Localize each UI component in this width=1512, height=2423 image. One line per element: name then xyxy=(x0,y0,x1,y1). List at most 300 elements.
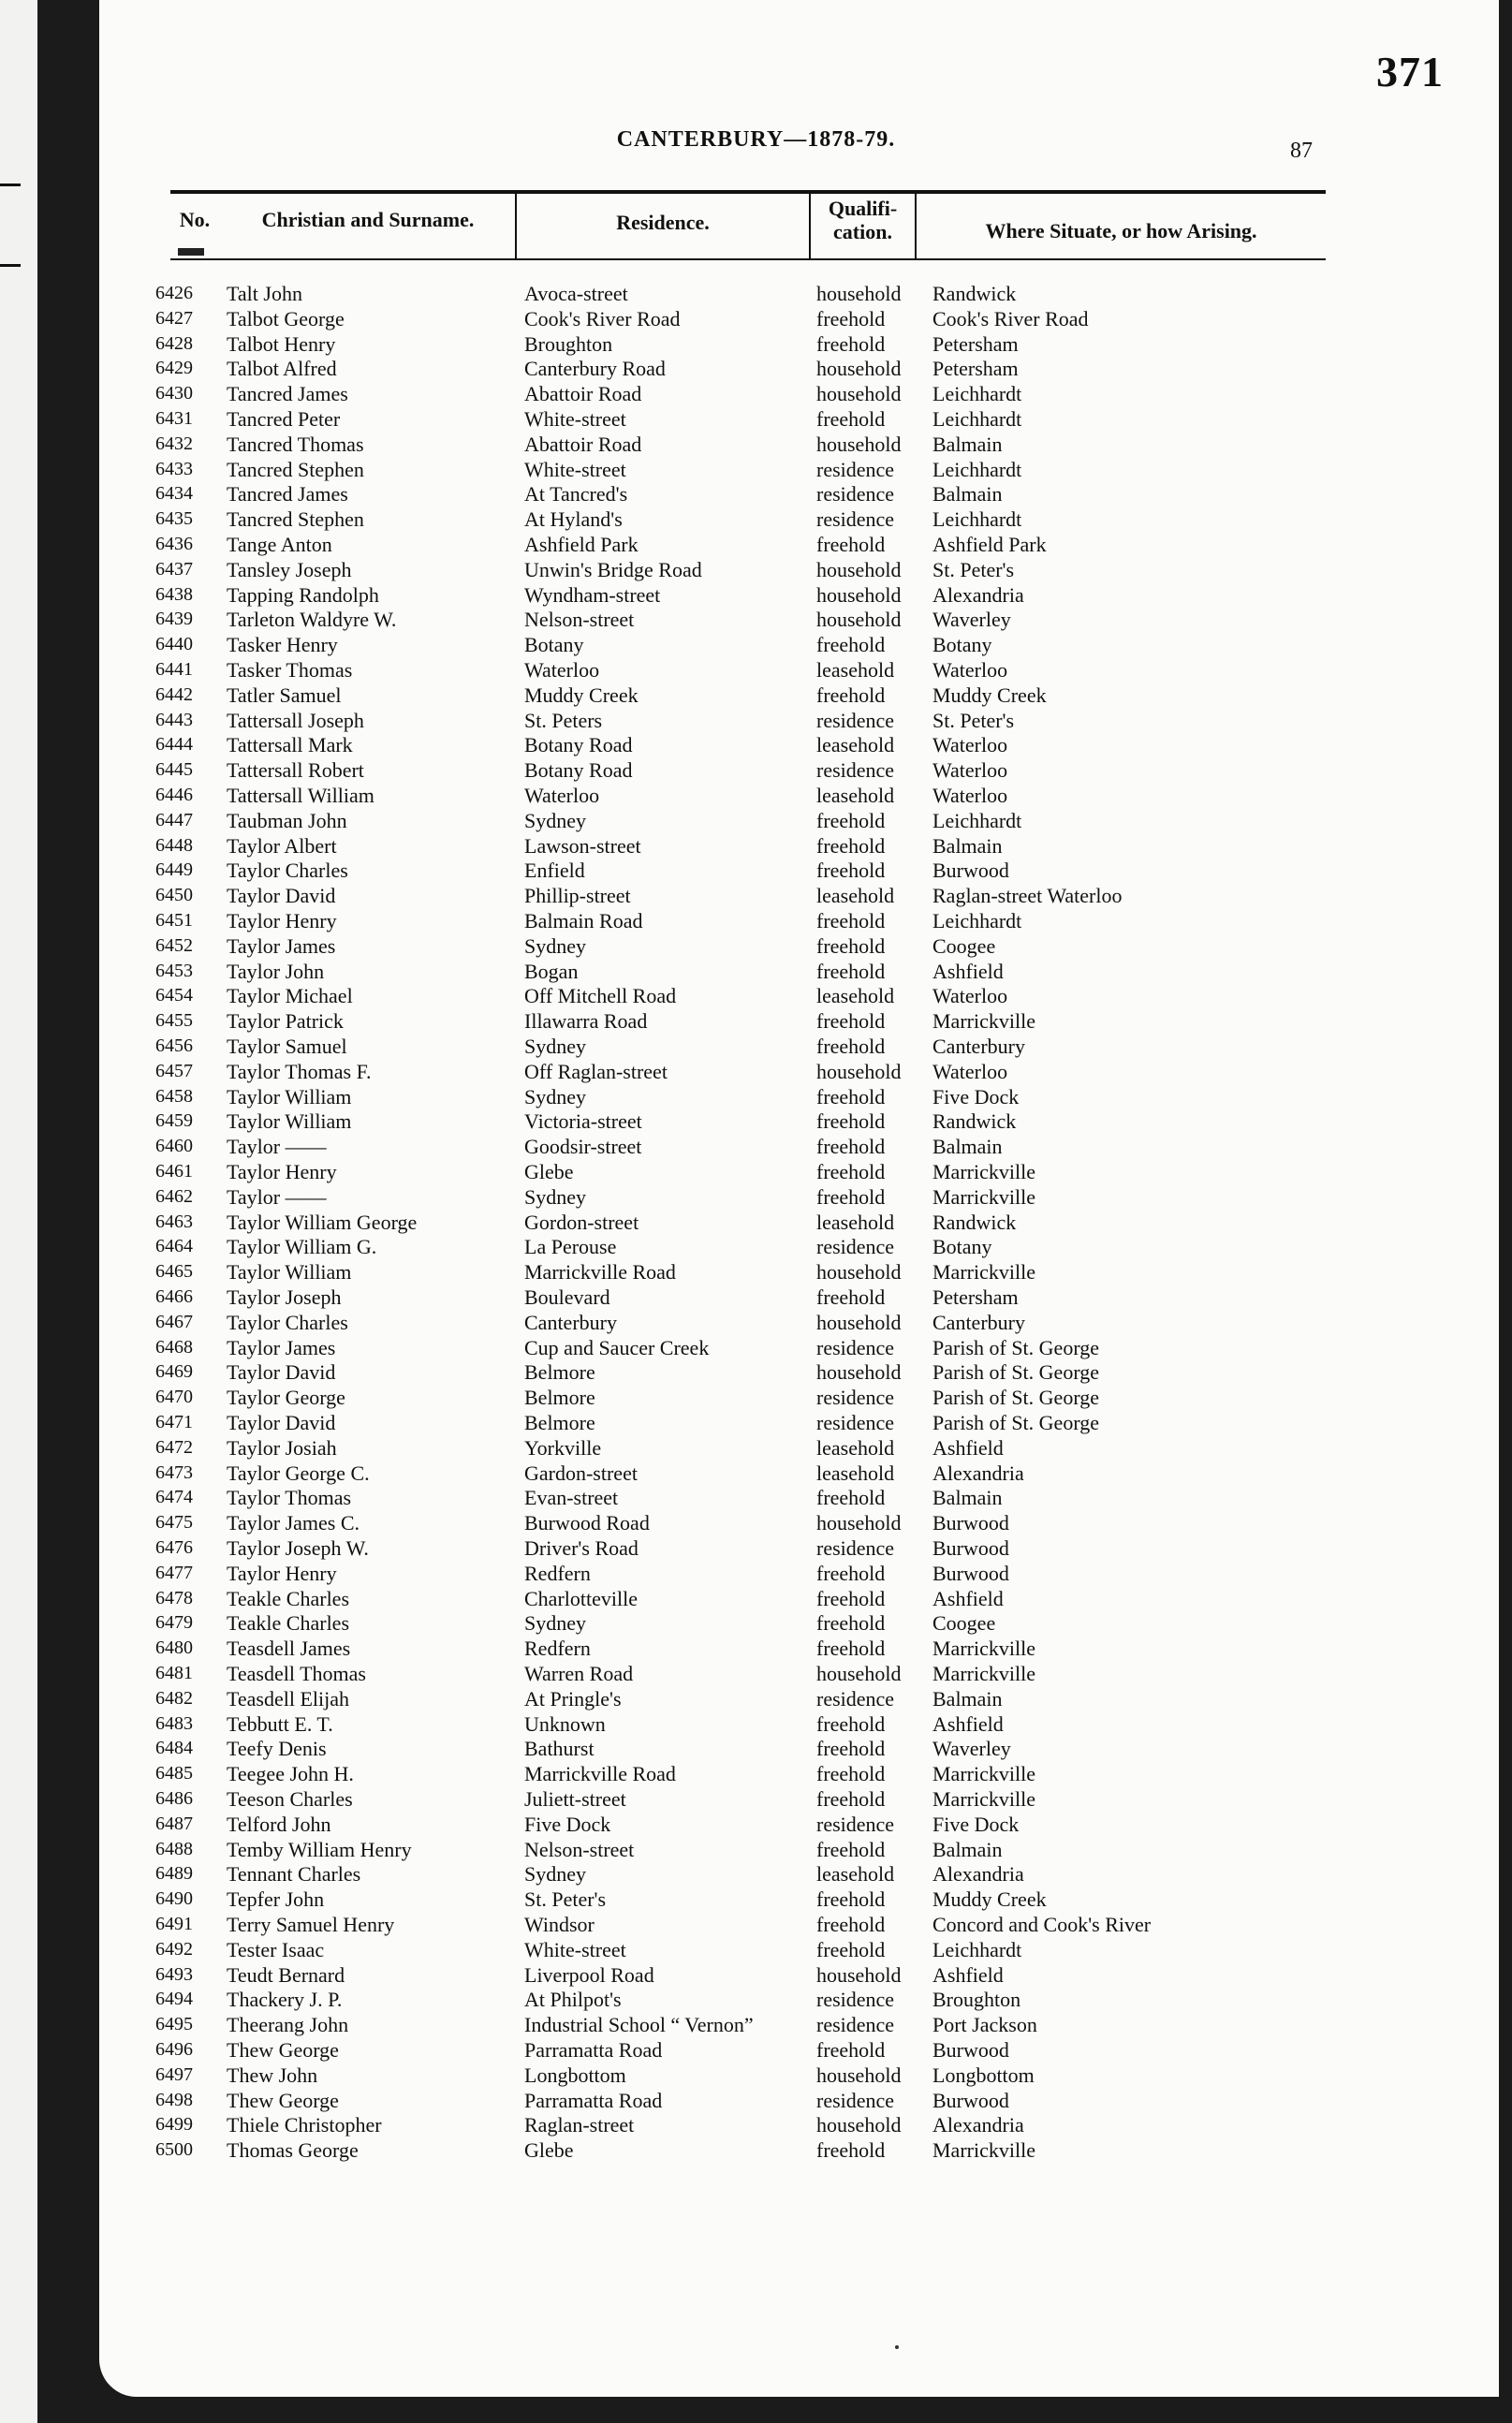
elector-name: Teasdell Thomas xyxy=(227,1662,366,1685)
elector-number: 6464 xyxy=(155,1236,193,1257)
column-header-name: Christian and Surname. xyxy=(261,208,475,231)
qualification-cell: leasehold xyxy=(816,1435,895,1460)
residence-cell: Sydney xyxy=(524,1184,586,1209)
residence-cell: Avoca-street xyxy=(524,282,628,305)
table-row xyxy=(0,908,1512,933)
elector-number: 6451 xyxy=(155,910,193,931)
qualification-cell: residence xyxy=(816,507,895,532)
elector-number: 6461 xyxy=(155,1161,193,1182)
residence-cell: Bogan xyxy=(524,959,579,983)
where-situate-cell: Waterloo xyxy=(932,984,1008,1008)
residence-cell: Enfield xyxy=(524,859,585,883)
where-situate-cell: Leichhardt xyxy=(932,1937,1022,1961)
qualification-cell: freehold xyxy=(816,833,886,858)
elector-name: Teeson Charles xyxy=(227,1787,353,1811)
residence-cell: White-street xyxy=(524,407,626,431)
qualification-cell: residence xyxy=(816,758,895,783)
elector-name: Thiele Christopher xyxy=(227,2113,382,2137)
qualification-cell: household xyxy=(816,432,902,456)
table-row xyxy=(0,1686,1512,1711)
running-head: CANTERBURY—1878-79. xyxy=(616,127,896,152)
table-row xyxy=(0,2112,1512,2137)
elector-number: 6449 xyxy=(155,859,193,881)
residence-cell: Sydney xyxy=(524,1035,586,1058)
where-situate-cell: Coogee xyxy=(932,933,996,958)
where-situate-cell: Balmain xyxy=(932,482,1003,507)
table-row xyxy=(0,356,1512,381)
qualification-cell: freehold xyxy=(816,331,886,356)
residence-cell: Botany xyxy=(524,633,584,657)
table-row xyxy=(0,983,1512,1008)
qualification-cell: freehold xyxy=(816,407,886,431)
ink-speck xyxy=(895,2345,899,2349)
residence-cell: Bathurst xyxy=(524,1737,595,1761)
residence-cell: Nelson-street xyxy=(524,1837,635,1861)
elector-number: 6436 xyxy=(155,534,193,554)
table-row xyxy=(0,1310,1512,1335)
table-row xyxy=(0,1410,1512,1435)
residence-cell: Victoria-street xyxy=(524,1109,642,1134)
where-situate-cell: Leichhardt xyxy=(932,382,1022,406)
elector-number: 6489 xyxy=(155,1863,193,1885)
elector-number: 6460 xyxy=(155,1136,193,1157)
elector-name: Taylor William xyxy=(227,1260,352,1285)
residence-cell: Goodsir-street xyxy=(524,1135,642,1159)
elector-number: 6467 xyxy=(155,1311,193,1332)
qualification-cell: household xyxy=(816,1962,902,1987)
table-row xyxy=(0,1059,1512,1084)
residence-cell: Off Mitchell Road xyxy=(524,984,677,1008)
elector-number: 6472 xyxy=(155,1436,193,1458)
qualification-cell: leasehold xyxy=(816,784,895,807)
elector-number: 6441 xyxy=(155,659,193,680)
elector-number: 6432 xyxy=(155,433,193,454)
table-row xyxy=(0,1535,1512,1561)
where-situate-cell: Ashfield xyxy=(932,959,1004,983)
where-situate-cell: St. Peter's xyxy=(932,708,1015,732)
elector-number: 6482 xyxy=(155,1687,193,1709)
residence-cell: Cup and Saucer Creek xyxy=(524,1335,710,1359)
qualification-cell: freehold xyxy=(816,1762,886,1786)
table-row xyxy=(0,1084,1512,1109)
qualification-cell: household xyxy=(816,282,902,305)
qualification-cell: household xyxy=(816,2113,902,2137)
elector-number: 6500 xyxy=(155,2139,193,2161)
elector-number: 6448 xyxy=(155,834,193,856)
elector-number: 6469 xyxy=(155,1361,193,1383)
elector-name: Tapping Randolph xyxy=(227,582,379,607)
elector-name: Teasdell James xyxy=(227,1637,351,1661)
elector-number: 6497 xyxy=(155,2063,193,2085)
elector-name: Tennant Charles xyxy=(227,1862,361,1887)
elector-number: 6468 xyxy=(155,1336,193,1358)
qualification-cell: residence xyxy=(816,1411,895,1434)
qualification-cell: household xyxy=(816,1059,902,1083)
elector-number: 6493 xyxy=(155,1963,193,1985)
residence-cell: Nelson-street xyxy=(524,608,635,632)
table-row xyxy=(0,833,1512,859)
elector-name: Teefy Denis xyxy=(227,1737,327,1761)
residence-cell: Waterloo xyxy=(524,658,600,682)
residence-cell: Botany Road xyxy=(524,733,633,757)
elector-name: Taylor George xyxy=(227,1386,345,1410)
residence-cell: Canterbury Road xyxy=(524,357,666,381)
table-row xyxy=(0,1786,1512,1812)
where-situate-cell: Balmain xyxy=(932,1686,1003,1711)
qualification-cell: freehold xyxy=(816,1184,886,1209)
elector-number: 6466 xyxy=(155,1286,193,1307)
residence-cell: Raglan-street xyxy=(524,2113,635,2137)
where-situate-cell: Waterloo xyxy=(932,1059,1008,1083)
elector-name: Tansley Joseph xyxy=(227,557,352,581)
elector-number: 6455 xyxy=(155,1010,193,1032)
elector-name: Taylor William xyxy=(227,1109,352,1134)
elector-name: Taylor Albert xyxy=(227,833,337,858)
elector-name: Theerang John xyxy=(227,2013,349,2037)
qualification-cell: household xyxy=(816,357,902,381)
table-row xyxy=(0,1937,1512,1962)
elector-name: Taylor Samuel xyxy=(227,1035,347,1058)
qualification-cell: freehold xyxy=(816,909,886,932)
table-row xyxy=(0,432,1512,457)
residence-cell: Sydney xyxy=(524,1862,586,1887)
elector-name: Tancred Stephen xyxy=(227,507,364,532)
elector-number: 6433 xyxy=(155,458,193,479)
where-situate-cell: Alexandria xyxy=(932,2113,1024,2137)
qualification-cell: freehold xyxy=(816,1611,886,1636)
elector-number: 6439 xyxy=(155,609,193,630)
qualification-cell: leasehold xyxy=(816,984,895,1008)
qualification-cell: leasehold xyxy=(816,733,895,757)
residence-cell: Lawson-street xyxy=(524,833,641,858)
qualification-cell: freehold xyxy=(816,1937,886,1961)
elector-number: 6445 xyxy=(155,759,193,781)
table-row xyxy=(0,657,1512,683)
residence-cell: Industrial School “ Vernon” xyxy=(524,2013,754,2037)
elector-name: Tattersall Joseph xyxy=(227,708,364,732)
table-row xyxy=(0,1962,1512,1988)
elector-number: 6456 xyxy=(155,1035,193,1056)
where-situate-cell: Balmain xyxy=(932,833,1003,858)
table-row xyxy=(0,858,1512,883)
where-situate-cell: Canterbury xyxy=(932,1035,1025,1058)
elector-name: Tancred Peter xyxy=(227,407,341,431)
elector-number: 6476 xyxy=(155,1537,193,1558)
elector-name: Taylor David xyxy=(227,1411,336,1434)
column-header-where: Where Situate, or how Arising. xyxy=(985,219,1257,242)
elector-number: 6429 xyxy=(155,358,193,379)
binding-mark xyxy=(0,184,21,186)
elector-number: 6480 xyxy=(155,1637,193,1659)
elector-number: 6434 xyxy=(155,483,193,505)
qualification-cell: household xyxy=(816,1310,902,1334)
elector-number: 6450 xyxy=(155,885,193,906)
elector-name: Thew George xyxy=(227,2038,339,2062)
elector-number: 6494 xyxy=(155,1989,193,2010)
elector-name: Tancred Stephen xyxy=(227,457,364,481)
residence-cell: Cook's River Road xyxy=(524,306,681,330)
where-situate-cell: Muddy Creek xyxy=(932,683,1047,707)
where-situate-cell: Five Dock xyxy=(932,1084,1020,1109)
elector-name: Taylor Joseph xyxy=(227,1285,342,1309)
table-row xyxy=(0,2037,1512,2063)
table-row xyxy=(0,1285,1512,1310)
qualification-cell: freehold xyxy=(816,1109,886,1134)
qualification-cell: freehold xyxy=(816,1160,886,1183)
where-situate-cell: Waterloo xyxy=(932,733,1008,757)
qualification-cell: freehold xyxy=(816,633,886,657)
where-situate-cell: Petersham xyxy=(932,331,1019,356)
residence-cell: Charlotteville xyxy=(524,1586,638,1610)
where-situate-cell: Raglan-street Waterloo xyxy=(932,884,1123,908)
table-row xyxy=(0,1461,1512,1486)
where-situate-cell: Longbottom xyxy=(932,2063,1035,2087)
where-situate-cell: Petersham xyxy=(932,1285,1019,1309)
elector-number: 6463 xyxy=(155,1211,193,1232)
elector-number: 6426 xyxy=(155,283,193,303)
elector-name: Talt John xyxy=(227,282,302,305)
residence-cell: Burwood Road xyxy=(524,1511,650,1535)
table-row xyxy=(0,1761,1512,1786)
residence-cell: Belmore xyxy=(524,1360,595,1385)
elector-name: Taylor Charles xyxy=(227,1310,348,1334)
residence-cell: Belmore xyxy=(524,1411,595,1434)
elector-number: 6459 xyxy=(155,1110,193,1132)
where-situate-cell: Waterloo xyxy=(932,758,1008,783)
where-situate-cell: Petersham xyxy=(932,357,1019,381)
table-row xyxy=(0,481,1512,507)
residence-cell: Wyndham-street xyxy=(524,582,661,607)
elector-number: 6430 xyxy=(155,383,193,404)
table-row xyxy=(0,708,1512,733)
where-situate-cell: Botany xyxy=(932,1235,992,1259)
table-row xyxy=(0,783,1512,808)
elector-name: Thackery J. P. xyxy=(227,1988,343,2012)
residence-cell: Sydney xyxy=(524,808,586,832)
table-row xyxy=(0,1435,1512,1461)
elector-number: 6452 xyxy=(155,934,193,956)
where-situate-cell: Marrickville xyxy=(932,1662,1035,1685)
elector-number: 6427 xyxy=(155,307,193,329)
elector-name: Taylor James C. xyxy=(227,1511,360,1535)
elector-name: Talbot Henry xyxy=(227,331,336,356)
elector-name: Tange Anton xyxy=(227,533,332,556)
elector-name: Tarleton Waldyre W. xyxy=(227,608,397,632)
qualification-cell: freehold xyxy=(816,1035,886,1058)
elector-name: Tasker Thomas xyxy=(227,658,353,682)
binding-mark xyxy=(0,264,21,267)
where-situate-cell: Cook's River Road xyxy=(932,306,1089,330)
ink-mark xyxy=(178,248,204,256)
elector-name: Tester Isaac xyxy=(227,1937,325,1961)
where-situate-cell: Five Dock xyxy=(932,1812,1020,1836)
residence-cell: Glebe xyxy=(524,1160,574,1183)
qualification-cell: freehold xyxy=(816,1586,886,1610)
where-situate-cell: Leichhardt xyxy=(932,457,1022,481)
elector-name: Talbot George xyxy=(227,306,345,330)
residence-cell: St. Peters xyxy=(524,708,603,732)
qualification-cell: household xyxy=(816,382,902,406)
elector-name: Taylor —— xyxy=(227,1135,327,1159)
header-bottom-rule xyxy=(170,258,1326,260)
qualification-cell: residence xyxy=(816,482,895,507)
qualification-cell: freehold xyxy=(816,1887,886,1912)
where-situate-cell: Randwick xyxy=(932,1109,1017,1134)
residence-cell: Warren Road xyxy=(524,1662,634,1685)
residence-cell: Muddy Creek xyxy=(524,683,639,707)
elector-name: Taylor Patrick xyxy=(227,1009,344,1034)
table-row xyxy=(0,1485,1512,1510)
residence-cell: Yorkville xyxy=(524,1435,602,1460)
column-header-qualification xyxy=(811,197,915,243)
elector-name: Tatler Samuel xyxy=(227,683,342,707)
table-row xyxy=(0,1711,1512,1737)
table-row xyxy=(0,507,1512,532)
where-situate-cell: Ashfield xyxy=(932,1711,1004,1736)
where-situate-cell: Waverley xyxy=(932,1737,1011,1761)
qualification-cell: residence xyxy=(816,1988,895,2012)
elector-name: Taylor Thomas xyxy=(227,1486,352,1510)
elector-name: Teakle Charles xyxy=(227,1586,350,1610)
elector-name: Taylor David xyxy=(227,1360,336,1385)
elector-number: 6479 xyxy=(155,1612,193,1634)
qualification-cell: leasehold xyxy=(816,1862,895,1887)
residence-cell: At Pringle's xyxy=(524,1686,622,1711)
residence-cell: At Philpot's xyxy=(524,1988,622,2012)
elector-number: 6478 xyxy=(155,1587,193,1608)
elector-number: 6473 xyxy=(155,1461,193,1483)
table-row xyxy=(0,1861,1512,1887)
table-row xyxy=(0,1335,1512,1360)
qualification-cell: freehold xyxy=(816,2138,886,2163)
residence-cell: Sydney xyxy=(524,1611,586,1636)
elector-number: 6486 xyxy=(155,1788,193,1809)
residence-cell: Abattoir Road xyxy=(524,432,642,456)
elector-number: 6447 xyxy=(155,809,193,830)
qualification-cell: household xyxy=(816,608,902,632)
where-situate-cell: Parish of St. George xyxy=(932,1335,1100,1359)
elector-name: Teakle Charles xyxy=(227,1611,350,1636)
table-row xyxy=(0,2088,1512,2113)
elector-name: Taylor Charles xyxy=(227,859,348,883)
table-row xyxy=(0,1234,1512,1259)
elector-name: Taylor James xyxy=(227,1335,336,1359)
elector-name: Taylor Thomas F. xyxy=(227,1059,372,1083)
residence-cell: Parramatta Road xyxy=(524,2038,663,2062)
where-situate-cell: Burwood xyxy=(932,1511,1009,1535)
residence-cell: Boulevard xyxy=(524,1285,610,1309)
elector-name: Thew George xyxy=(227,2088,339,2112)
qualification-cell: residence xyxy=(816,708,895,732)
residence-cell: Unknown xyxy=(524,1711,606,1736)
residence-cell: Off Raglan-street xyxy=(524,1059,668,1083)
page-number: 371 xyxy=(1376,48,1444,95)
qualification-cell: household xyxy=(816,1260,902,1285)
elector-name: Taylor William xyxy=(227,1084,352,1109)
where-situate-cell: Parish of St. George xyxy=(932,1360,1100,1385)
elector-number: 6498 xyxy=(155,2089,193,2110)
elector-name: Tattersall William xyxy=(227,784,374,807)
elector-number: 6484 xyxy=(155,1738,193,1759)
table-row xyxy=(0,808,1512,833)
residence-cell: Marrickville Road xyxy=(524,1762,676,1786)
elector-number: 6442 xyxy=(155,683,193,705)
qualification-cell: household xyxy=(816,1360,902,1385)
table-row xyxy=(0,1987,1512,2012)
where-situate-cell: Canterbury xyxy=(932,1310,1025,1334)
elector-name: Taylor Henry xyxy=(227,909,337,932)
elector-number: 6458 xyxy=(155,1085,193,1107)
table-row xyxy=(0,1510,1512,1535)
qualification-cell: residence xyxy=(816,2013,895,2037)
residence-cell: Balmain Road xyxy=(524,909,643,932)
elector-number: 6453 xyxy=(155,960,193,981)
residence-cell: Sydney xyxy=(524,933,586,958)
qualification-cell: household xyxy=(816,2063,902,2087)
where-situate-cell: Marrickville xyxy=(932,2138,1035,2163)
elector-number: 6483 xyxy=(155,1712,193,1734)
where-situate-cell: Leichhardt xyxy=(932,808,1022,832)
elector-name: Thomas George xyxy=(227,2138,359,2163)
elector-number: 6492 xyxy=(155,1938,193,1960)
elector-name: Tancred Thomas xyxy=(227,432,364,456)
residence-cell: Waterloo xyxy=(524,784,600,807)
table-row xyxy=(0,2137,1512,2163)
folio-number: 87 xyxy=(1290,139,1313,163)
table-row xyxy=(0,557,1512,582)
residence-cell: Windsor xyxy=(524,1913,595,1936)
where-situate-cell: Balmain xyxy=(932,1486,1003,1510)
elector-name: Tasker Henry xyxy=(227,633,338,657)
elector-name: Taylor Josiah xyxy=(227,1435,337,1460)
table-row xyxy=(0,2012,1512,2037)
table-row xyxy=(0,1109,1512,1134)
qualification-cell: residence xyxy=(816,457,895,481)
elector-name: Taubman John xyxy=(227,808,347,832)
table-row xyxy=(0,757,1512,783)
residence-cell: Five Dock xyxy=(524,1812,611,1836)
qualification-cell: freehold xyxy=(816,2038,886,2062)
table-row xyxy=(0,1008,1512,1034)
elector-name: Taylor Henry xyxy=(227,1160,337,1183)
qualification-cell: residence xyxy=(816,1536,895,1560)
elector-name: Thew John xyxy=(227,2063,318,2087)
table-row xyxy=(0,1134,1512,1159)
residence-cell: Redfern xyxy=(524,1561,591,1585)
column-header-residence: Residence. xyxy=(616,211,710,234)
qualification-cell: freehold xyxy=(816,1913,886,1936)
qualification-cell: residence xyxy=(816,1686,895,1711)
elector-number: 6465 xyxy=(155,1261,193,1283)
table-row xyxy=(0,632,1512,657)
qualification-cell: freehold xyxy=(816,1486,886,1510)
where-situate-cell: Port Jackson xyxy=(932,2013,1037,2037)
residence-cell: Phillip-street xyxy=(524,884,631,908)
elector-number: 6471 xyxy=(155,1412,193,1432)
table-row xyxy=(0,1359,1512,1385)
table-row xyxy=(0,1561,1512,1586)
table-row xyxy=(0,1661,1512,1686)
elector-number: 6457 xyxy=(155,1060,193,1081)
elector-name: Teudt Bernard xyxy=(227,1962,345,1987)
elector-number: 6499 xyxy=(155,2114,193,2136)
where-situate-cell: Waterloo xyxy=(932,658,1008,682)
elector-number: 6474 xyxy=(155,1487,193,1508)
residence-cell: La Perouse xyxy=(524,1235,617,1259)
header-top-rule xyxy=(170,190,1326,194)
elector-number: 6470 xyxy=(155,1387,193,1408)
residence-cell: Illawarra Road xyxy=(524,1009,648,1034)
